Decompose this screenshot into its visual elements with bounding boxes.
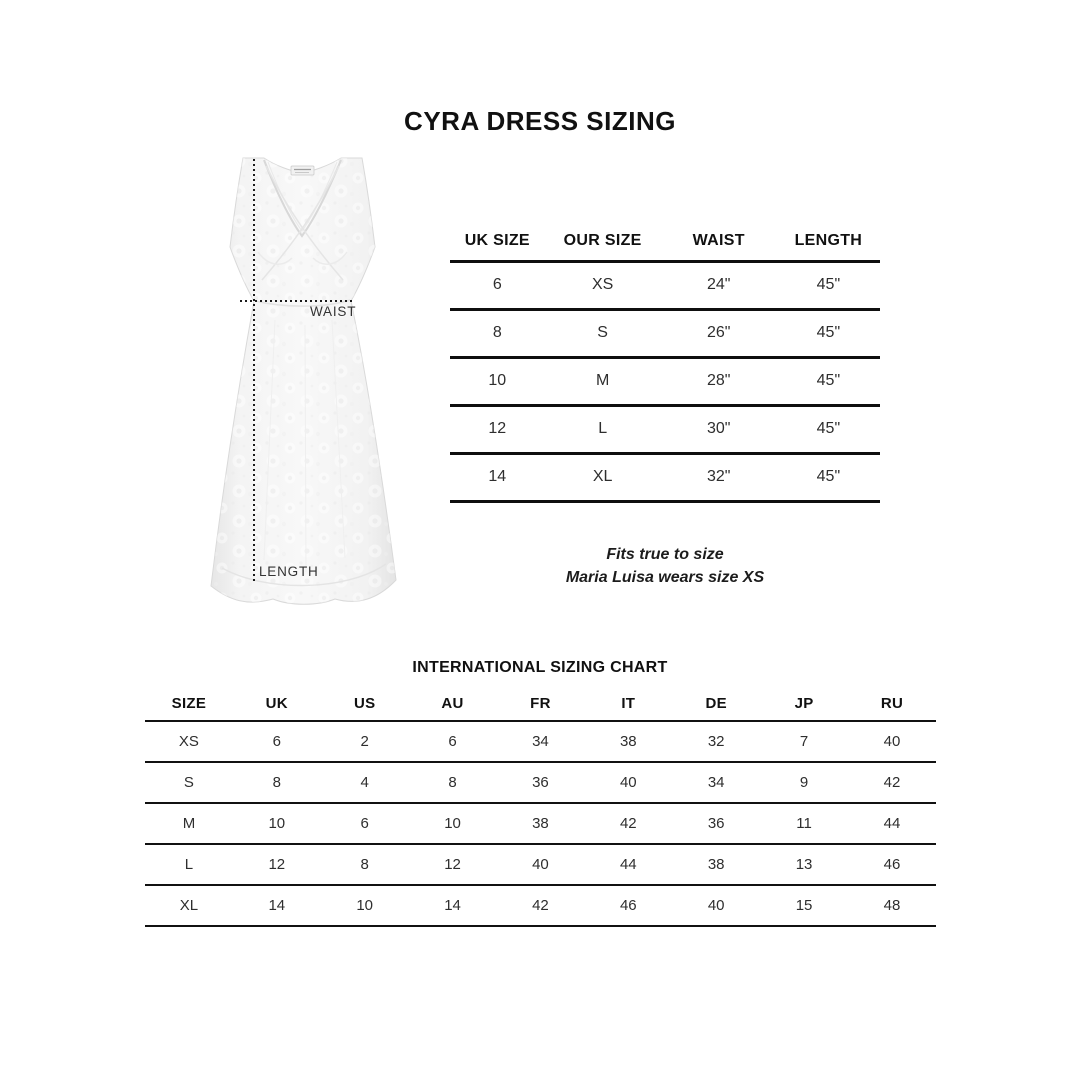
page-title: CYRA DRESS SIZING xyxy=(404,106,676,136)
column-header: SIZE xyxy=(145,686,233,721)
table-cell: 8 xyxy=(409,762,497,803)
column-header: LENGTH xyxy=(777,222,880,261)
table-cell: M xyxy=(545,357,661,405)
table-cell: 15 xyxy=(760,885,848,926)
table-cell: 6 xyxy=(233,721,321,762)
table-header-row xyxy=(145,686,936,721)
table-cell: XL xyxy=(145,885,233,926)
table-cell: 10 xyxy=(409,803,497,844)
table-cell: 42 xyxy=(497,885,585,926)
table-cell: 14 xyxy=(233,885,321,926)
table-cell: 46 xyxy=(584,885,672,926)
table-cell: 42 xyxy=(584,803,672,844)
waist-measure-line xyxy=(240,300,354,302)
table-cell: 42 xyxy=(848,762,936,803)
table-row xyxy=(145,762,936,803)
table-cell: 38 xyxy=(672,844,760,885)
dress-image xyxy=(180,140,430,630)
column-header: WAIST xyxy=(661,222,777,261)
fit-note-line1: Fits true to size xyxy=(606,546,724,563)
table-cell: 7 xyxy=(760,721,848,762)
table-cell: M xyxy=(145,803,233,844)
column-header: AU xyxy=(409,686,497,721)
column-header: UK SIZE xyxy=(450,222,545,261)
table-cell: 36 xyxy=(497,762,585,803)
waist-label: WAIST xyxy=(310,304,357,319)
table-cell: 26" xyxy=(661,309,777,357)
column-header: IT xyxy=(584,686,672,721)
table-cell: 34 xyxy=(672,762,760,803)
table-cell: 45" xyxy=(777,357,880,405)
table-row xyxy=(450,453,880,501)
table-cell: 9 xyxy=(760,762,848,803)
table-cell: 8 xyxy=(321,844,409,885)
table-cell: 30" xyxy=(661,405,777,453)
table-cell: 48 xyxy=(848,885,936,926)
table-header-row xyxy=(450,222,880,261)
column-header: FR xyxy=(497,686,585,721)
table-cell: 40 xyxy=(497,844,585,885)
table-cell: 13 xyxy=(760,844,848,885)
international-size-table xyxy=(145,686,936,927)
table-row xyxy=(145,721,936,762)
table-cell: 45" xyxy=(777,309,880,357)
table-cell: 10 xyxy=(321,885,409,926)
table-cell: L xyxy=(545,405,661,453)
table-cell: 28" xyxy=(661,357,777,405)
table-cell: 38 xyxy=(584,721,672,762)
international-chart-title: INTERNATIONAL SIZING CHART xyxy=(412,659,668,676)
table-cell: 34 xyxy=(497,721,585,762)
table-row xyxy=(450,357,880,405)
table-cell: 14 xyxy=(409,885,497,926)
column-header: US xyxy=(321,686,409,721)
length-measure-line xyxy=(253,159,255,584)
table-cell: 44 xyxy=(584,844,672,885)
table-cell: 45" xyxy=(777,261,880,309)
length-label: LENGTH xyxy=(259,564,319,579)
table-cell: L xyxy=(145,844,233,885)
table-row xyxy=(145,803,936,844)
table-cell: 6 xyxy=(321,803,409,844)
fit-note-line2: Maria Luisa wears size XS xyxy=(565,569,765,586)
table-cell: 46 xyxy=(848,844,936,885)
table-cell: XL xyxy=(545,453,661,501)
table-cell: 45" xyxy=(777,405,880,453)
table-row xyxy=(450,405,880,453)
table-cell: 12 xyxy=(233,844,321,885)
table-cell: 6 xyxy=(450,261,545,309)
table-row xyxy=(450,309,880,357)
size-table xyxy=(450,222,880,503)
table-cell: 32 xyxy=(672,721,760,762)
table-cell: 36 xyxy=(672,803,760,844)
table-cell: XS xyxy=(545,261,661,309)
column-header: RU xyxy=(848,686,936,721)
table-cell: 2 xyxy=(321,721,409,762)
table-cell: 14 xyxy=(450,453,545,501)
column-header: OUR SIZE xyxy=(545,222,661,261)
table-row xyxy=(145,844,936,885)
table-cell: 44 xyxy=(848,803,936,844)
table-cell: 6 xyxy=(409,721,497,762)
table-cell: 45" xyxy=(777,453,880,501)
table-cell: 12 xyxy=(409,844,497,885)
table-cell: 8 xyxy=(450,309,545,357)
column-header: UK xyxy=(233,686,321,721)
table-cell: 24" xyxy=(661,261,777,309)
table-cell: 40 xyxy=(848,721,936,762)
fit-note xyxy=(450,543,880,589)
dress-figure xyxy=(180,140,430,630)
table-cell: 10 xyxy=(233,803,321,844)
table-cell: S xyxy=(145,762,233,803)
table-cell: 4 xyxy=(321,762,409,803)
table-cell: 12 xyxy=(450,405,545,453)
table-cell: 11 xyxy=(760,803,848,844)
table-row xyxy=(450,261,880,309)
table-cell: 32" xyxy=(661,453,777,501)
table-cell: S xyxy=(545,309,661,357)
table-cell: 10 xyxy=(450,357,545,405)
column-header: DE xyxy=(672,686,760,721)
table-cell: 8 xyxy=(233,762,321,803)
table-cell: 40 xyxy=(584,762,672,803)
brand-tag-icon xyxy=(291,166,314,175)
table-cell: XS xyxy=(145,721,233,762)
table-row xyxy=(145,885,936,926)
table-cell: 40 xyxy=(672,885,760,926)
table-cell: 38 xyxy=(497,803,585,844)
column-header: JP xyxy=(760,686,848,721)
